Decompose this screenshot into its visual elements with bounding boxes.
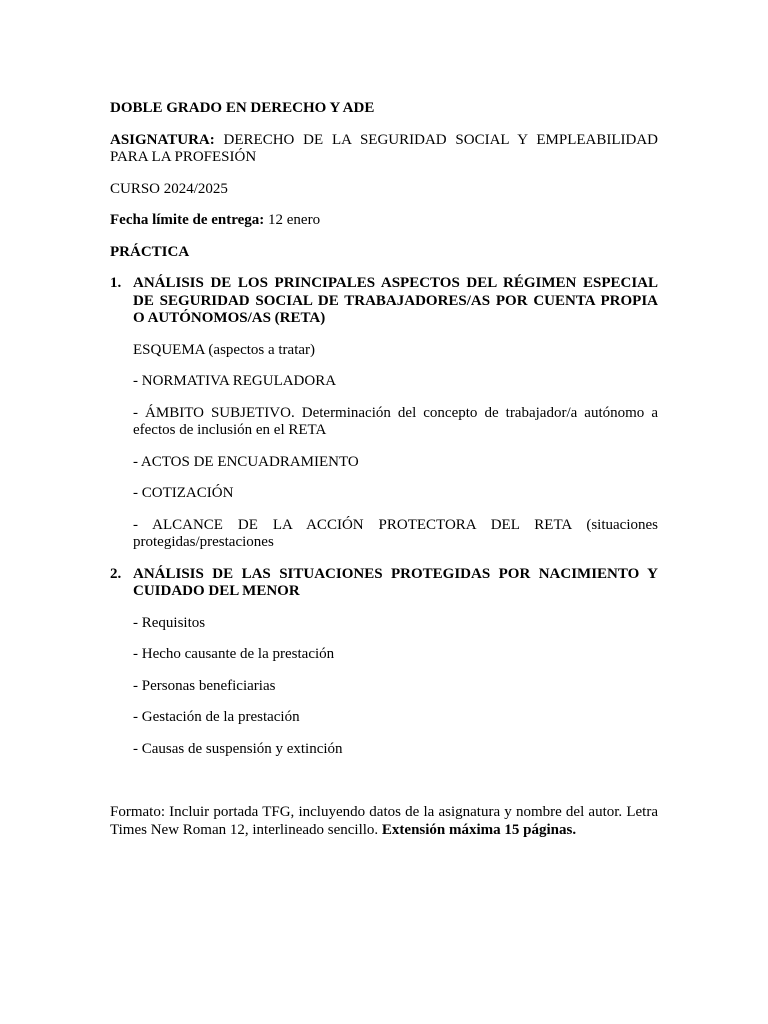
format-text: Formato: Incluir portada TFG, incluyendo datos de la asignatura y nombre del autor. Letra Times New Roman 12, interlineado sencillo. [110,804,658,838]
section-1-title: ANÁLISIS DE LOS PRINCIPALES ASPECTOS DEL RÉGIMEN ESPECIAL DE SEGURIDAD SOCIAL DE TRABAJADORES/AS POR CUENTA PROPIA O AUTÓNOMOS/AS (RETA) [133,275,658,326]
course-line: CURSO 2024/2025 [110,180,228,197]
list-item: - NORMATIVA REGULADORA [133,373,337,389]
deadline-value: 12 enero [268,212,321,228]
list-item: - Causas de suspensión y extinción [133,740,343,757]
format-bold-text: Extensión máxima 15 páginas. [381,821,577,838]
section-2-items [110,615,658,759]
list-item: - Hecho causante de la prestación [133,646,335,662]
section-1 [110,275,658,328]
list-item: - Personas beneficiarias [133,677,276,694]
deadline-line [110,212,658,230]
document-page [110,100,658,839]
subject-line [110,132,658,167]
deadline-label: Fecha límite de entrega: [110,212,265,228]
practice-heading: PRÁCTICA [110,243,190,260]
list-item: - ALCANCE DE LA ACCIÓN PROTECTORA DEL RETA (situaciones protegidas/prestaciones [133,516,658,550]
list-item: ESQUEMA (aspectos a tratar) [133,341,316,358]
subject-label: ASIGNATURA: [110,131,215,148]
list-item: - Gestación de la prestación [133,709,300,725]
section-1-number: 1. [110,275,122,291]
section-2-title: ANÁLISIS DE LAS SITUACIONES PROTEGIDAS POR NACIMIENTO Y CUIDADO DEL MENOR [133,565,658,599]
section-1-items [110,342,658,552]
section-2 [110,566,658,601]
degree-title: DOBLE GRADO EN DERECHO Y ADE [110,100,375,116]
format-note [110,804,658,839]
list-item: - Requisitos [133,614,206,631]
list-item: - COTIZACIÓN [133,485,234,501]
list-item: - ACTOS DE ENCUADRAMIENTO [133,453,359,470]
list-item: - ÁMBITO SUBJETIVO. Determinación del concepto de trabajador/a autónomo a efectos de inclusión en el RETA [133,404,658,438]
section-2-number: 2. [110,565,122,582]
subject-value: DERECHO DE LA SEGURIDAD SOCIAL Y EMPLEABILIDAD PARA LA PROFESIÓN [110,131,659,165]
